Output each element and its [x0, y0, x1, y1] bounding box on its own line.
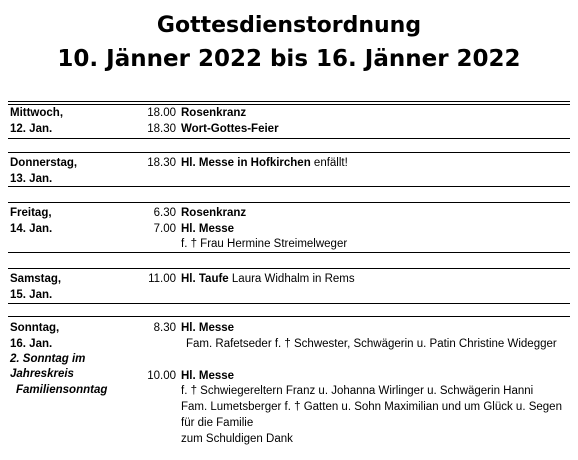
section-divider — [8, 202, 570, 203]
service-entry — [181, 156, 348, 170]
day-note: Jahreskreis — [10, 368, 74, 380]
service-intention: f. † Schwiegereltern Franz u. Johanna Wirlinger u. Schwägerin Hanni — [181, 385, 534, 397]
service-title: Hl. Messe — [181, 370, 235, 382]
section-divider — [8, 268, 570, 269]
service-time: 11.00 — [148, 273, 176, 285]
service-time: 7.00 — [153, 223, 176, 235]
day-date: 12. Jan. — [10, 123, 53, 135]
day-date: 15. Jan. — [10, 289, 53, 301]
service-intention: f. † Frau Hermine Streimelweger — [181, 238, 348, 250]
service-entry — [181, 272, 355, 286]
day-note: Familiensonntag — [16, 384, 108, 396]
day-name: Freitag, — [10, 207, 52, 219]
service-intention: Fam. Lumetsberger f. † Gatten u. Sohn Maximilian und um Glück u. Segen — [181, 401, 562, 413]
section-divider — [8, 101, 570, 105]
service-entry — [181, 222, 234, 236]
page-title: Gottesdienstordnung — [156, 13, 422, 38]
service-time: 6.30 — [153, 207, 176, 219]
service-entry — [181, 369, 234, 383]
service-time: 18.30 — [147, 157, 176, 169]
service-extra: Laura Widhalm in Rems — [228, 273, 355, 285]
service-title: Hl. Messe — [181, 322, 235, 334]
service-entry — [181, 106, 246, 120]
day-date: 14. Jan. — [10, 223, 53, 235]
service-time: 8.30 — [153, 322, 176, 334]
day-name: Sonntag, — [10, 322, 60, 334]
service-time: 18.30 — [147, 123, 176, 135]
day-name: Samstag, — [10, 273, 62, 285]
service-title: Wort-Gottes-Feier — [181, 123, 279, 135]
service-entry — [181, 321, 234, 335]
service-entry — [181, 122, 279, 136]
section-divider — [8, 186, 570, 187]
section-divider — [8, 138, 570, 139]
service-title: Hl. Messe in Hofkirchen — [181, 157, 311, 169]
section-divider — [8, 316, 570, 317]
service-title: Hl. Messe — [181, 223, 235, 235]
day-name: Donnerstag, — [10, 157, 78, 169]
service-extra: enfällt! — [310, 157, 348, 169]
service-entry — [181, 206, 246, 220]
service-intention: zum Schuldigen Dank — [181, 433, 293, 445]
day-date: 16. Jan. — [10, 338, 53, 350]
service-intention: für die Familie — [181, 417, 254, 429]
day-note: 2. Sonntag im — [10, 353, 86, 365]
service-title: Rosenkranz — [181, 207, 247, 219]
service-time: 18.00 — [147, 107, 176, 119]
service-time: 10.00 — [147, 370, 176, 382]
date-range-title: 10. Jänner 2022 bis 16. Jänner 2022 — [57, 46, 521, 72]
section-divider — [8, 152, 570, 153]
service-intention: Fam. Rafetseder f. † Schwester, Schwägerin u. Patin Christine Widegger — [186, 338, 557, 350]
day-date: 13. Jan. — [10, 173, 53, 185]
section-divider — [8, 252, 570, 253]
service-title: Rosenkranz — [181, 107, 247, 119]
section-divider — [8, 303, 570, 304]
service-title: Hl. Taufe — [181, 273, 229, 285]
day-name: Mittwoch, — [10, 107, 64, 119]
